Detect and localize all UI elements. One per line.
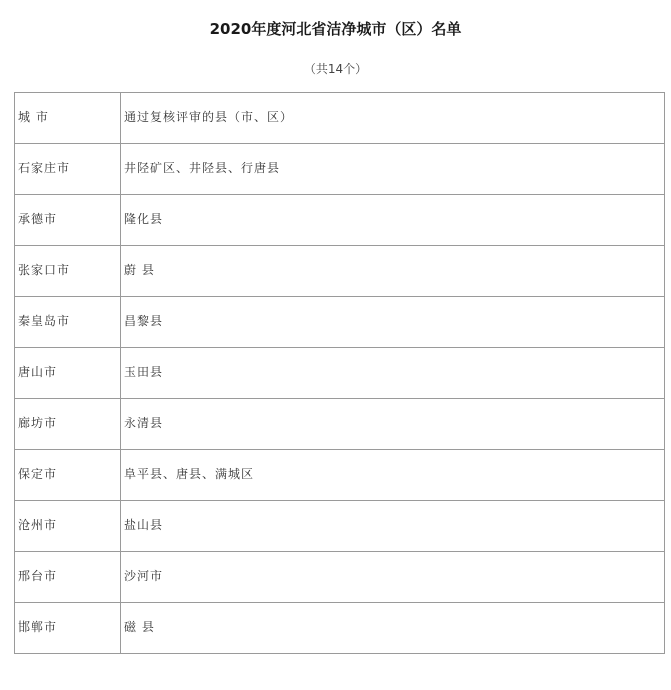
header-counties-label: 通过复核评审的县（市、区）: [124, 110, 294, 124]
city-name: 邯郸市: [18, 620, 58, 634]
city-cell: [15, 144, 121, 195]
city-cell: [15, 348, 121, 399]
city-name: 邢台市: [18, 569, 58, 583]
page-subtitle: （共14个）: [303, 62, 368, 76]
clean-city-table: [14, 92, 665, 654]
counties-list: 磁 县: [124, 620, 155, 634]
counties-list: 隆化县: [124, 212, 164, 226]
city-cell: [15, 399, 121, 450]
city-name: 唐山市: [18, 365, 58, 379]
city-cell: [15, 246, 121, 297]
counties-cell: [121, 552, 665, 603]
counties-cell: [121, 399, 665, 450]
city-cell: [15, 552, 121, 603]
page-title: 2020年度河北省洁净城市（区）名单: [209, 20, 462, 38]
table-row: [15, 297, 665, 348]
counties-cell: [121, 348, 665, 399]
counties-cell: [121, 450, 665, 501]
table-header-row: [15, 93, 665, 144]
counties-cell: [121, 603, 665, 654]
table-row: [15, 552, 665, 603]
counties-list: 玉田县: [124, 365, 164, 379]
city-name: 张家口市: [18, 263, 71, 277]
table-row: [15, 195, 665, 246]
city-name: 承德市: [18, 212, 58, 226]
city-cell: [15, 450, 121, 501]
counties-list: 沙河市: [124, 569, 164, 583]
header-city-label: 城 市: [18, 110, 49, 124]
city-name: 秦皇岛市: [18, 314, 71, 328]
table-row: [15, 450, 665, 501]
city-cell: [15, 195, 121, 246]
counties-list: 盐山县: [124, 518, 164, 532]
table-row: [15, 603, 665, 654]
table-row: [15, 501, 665, 552]
city-name: 石家庄市: [18, 161, 71, 175]
city-name: 保定市: [18, 467, 58, 481]
table-row: [15, 348, 665, 399]
table-row: [15, 144, 665, 195]
counties-cell: [121, 501, 665, 552]
city-cell: [15, 603, 121, 654]
header-city-cell: [15, 93, 121, 144]
header-counties-cell: [121, 93, 665, 144]
city-name: 沧州市: [18, 518, 58, 532]
counties-list: 永清县: [124, 416, 164, 430]
table-row: [15, 399, 665, 450]
counties-cell: [121, 144, 665, 195]
city-cell: [15, 297, 121, 348]
counties-cell: [121, 297, 665, 348]
table-row: [15, 246, 665, 297]
city-name: 廊坊市: [18, 416, 58, 430]
counties-cell: [121, 195, 665, 246]
counties-list: 昌黎县: [124, 314, 164, 328]
city-cell: [15, 501, 121, 552]
counties-cell: [121, 246, 665, 297]
counties-list: 蔚 县: [124, 263, 155, 277]
counties-list: 井陉矿区、井陉县、行唐县: [124, 161, 281, 175]
counties-list: 阜平县、唐县、满城区: [124, 467, 255, 481]
